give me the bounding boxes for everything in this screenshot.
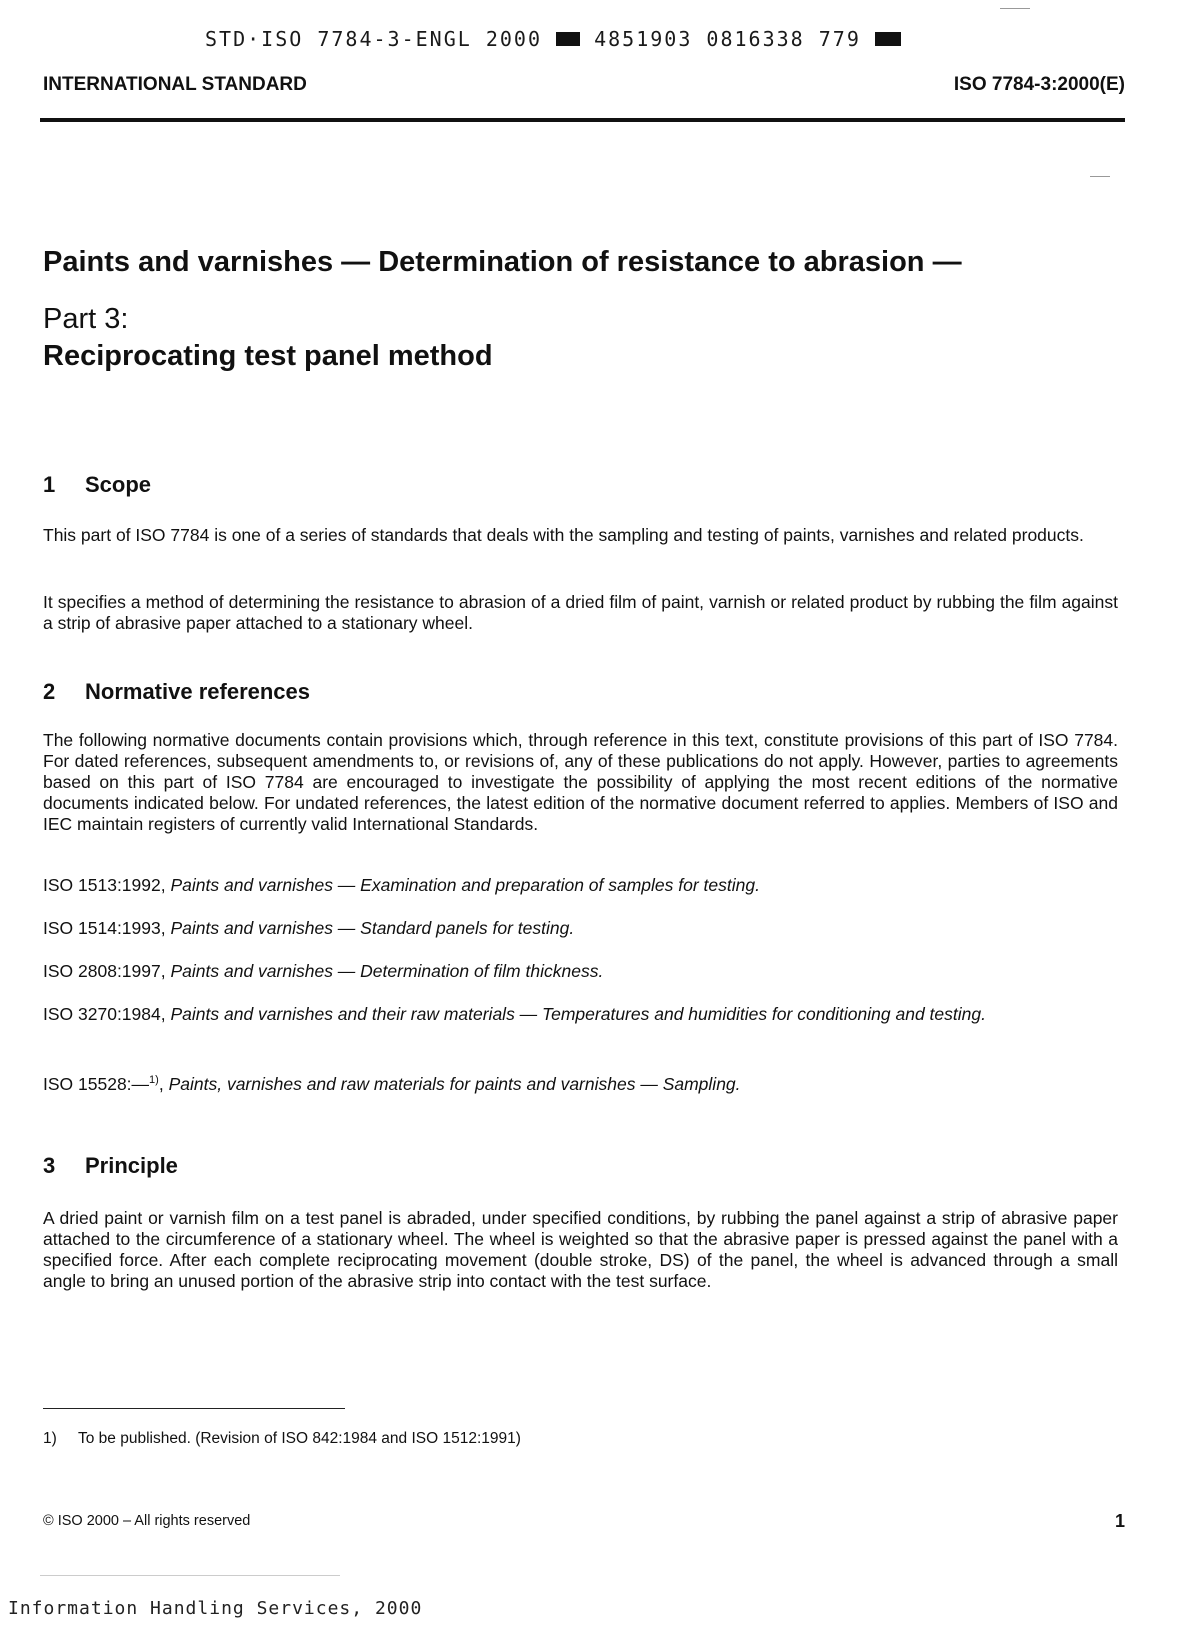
footnote-marker: 1) <box>149 1074 159 1086</box>
source-watermark: Information Handling Services, 2000 <box>8 1598 423 1619</box>
reference-code: ISO 1514:1993, <box>43 918 166 938</box>
section-title: Principle <box>85 1153 178 1178</box>
reference-code: ISO 2808:1997, <box>43 961 166 981</box>
footnote-rule <box>43 1408 345 1409</box>
normative-paragraph: The following normative documents contain provisions which, through reference in this text, constitute provisions of this part of ISO 7784. For dated references, subsequent amendments to, or revisions of, any of these publications do not apply. However, parties to agreements based on this part of ISO 7784 are encouraged to investigate the possibility of applying the most recent editions of the normative documents indicated below. For undated references, the latest edition of the normative document referred to applies. Members of ISO and IEC maintain registers of currently valid International Standards. <box>43 730 1118 834</box>
reference-title: Paints and varnishes — Examination and preparation of samples for testing. <box>170 875 760 895</box>
reference-title: Paints and varnishes — Determination of film thickness. <box>170 961 604 981</box>
header-standard-number: ISO 7784-3:2000(E) <box>953 74 1125 95</box>
scan-artifact <box>1000 8 1030 9</box>
stamp-code: 4851903 0816338 779 <box>594 27 861 51</box>
footnote-text: To be published. (Revision of ISO 842:1984 and ISO 1512:1991) <box>78 1430 521 1447</box>
scope-paragraph-1: This part of ISO 7784 is one of a series of standards that deals with the sampling and testing of paints, varnishes and related products. <box>43 525 1084 545</box>
header-standard-type: INTERNATIONAL STANDARD <box>43 74 307 95</box>
reference-separator: , <box>158 1073 164 1094</box>
principle-paragraph: A dried paint or varnish film on a test panel is abraded, under specified conditions, by rubbing the panel against a strip of abrasive paper attached to the circumference of a stationary wheel. The wheel is weighted so that the abrasive paper is pressed against the panel with a specified force. After each complete reciprocating movement (double stroke, DS) of the panel, the wheel is advanced through a small angle to bring an unused portion of the abrasive strip into contact with the test surface. <box>43 1208 1118 1291</box>
reference-title: Paints and varnishes — Standard panels for testing. <box>170 918 575 938</box>
reference-item <box>43 875 1118 896</box>
reference-title: Paints, varnishes and raw materials for paints and varnishes — Sampling. <box>168 1073 741 1094</box>
page-number: 1 <box>1114 1511 1125 1531</box>
part-label: Part 3: <box>43 303 129 335</box>
scan-artifact <box>1090 176 1110 177</box>
reference-code: ISO 3270:1984, <box>43 1004 166 1024</box>
reference-code: ISO 1513:1992, <box>43 875 166 895</box>
stamp-block-mark <box>875 32 901 46</box>
reference-code: ISO 15528:— <box>43 1073 150 1094</box>
document-title: Paints and varnishes — Determination of resistance to abrasion — <box>43 246 962 278</box>
reference-title: Paints and varnishes and their raw materials — Temperatures and humidities for conditioning and testing. <box>170 1004 986 1024</box>
reference-item <box>43 1070 1118 1095</box>
part-title: Reciprocating test panel method <box>43 340 493 372</box>
stamp-prefix: STD·ISO 7784-3-ENGL 2000 <box>205 27 542 51</box>
header-rule <box>40 118 1125 122</box>
section-title: Normative references <box>85 679 311 704</box>
section-heading-normative-references <box>43 679 310 705</box>
footnote-number: 1) <box>43 1430 57 1447</box>
scan-stamp <box>205 27 901 51</box>
stamp-block-mark <box>556 32 580 46</box>
section-number: 3 <box>43 1153 56 1178</box>
copyright-notice: © ISO 2000 – All rights reserved <box>43 1513 251 1529</box>
section-heading-principle <box>43 1153 178 1179</box>
section-number: 2 <box>43 679 56 704</box>
section-title: Scope <box>85 472 152 497</box>
reference-item <box>43 918 1118 939</box>
section-number: 1 <box>43 472 56 497</box>
reference-item <box>43 1004 1118 1025</box>
reference-item <box>43 961 1118 982</box>
section-heading-scope <box>43 472 151 498</box>
scope-paragraph-2: It specifies a method of determining the resistance to abrasion of a dried film of paint, varnish or related product by rubbing the film against a strip of abrasive paper attached to a stationary wheel. <box>43 592 1118 633</box>
footnote <box>43 1430 521 1448</box>
scan-artifact <box>40 1575 340 1576</box>
